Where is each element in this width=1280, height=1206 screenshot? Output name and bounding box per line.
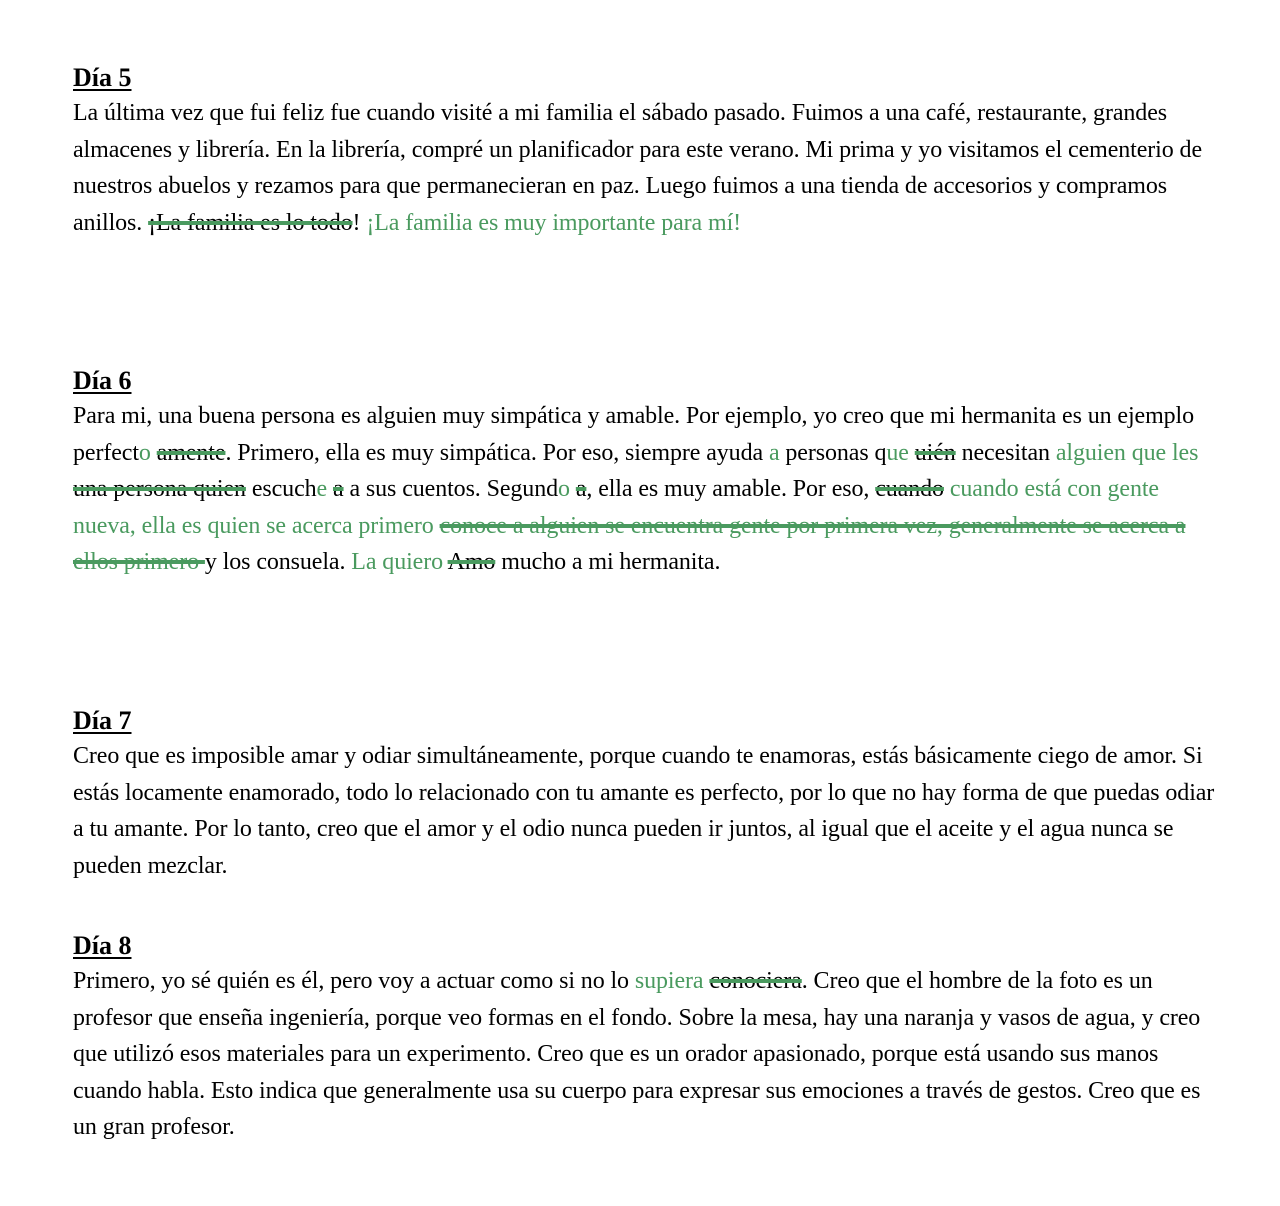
deleted-text: a (333, 476, 344, 503)
deleted-correction: conoce a alguien se encuentra gente por primera vez, generalmente se acerca a ellos primero (73, 512, 1186, 576)
deleted-text: uién (914, 439, 956, 466)
body-text: . Primero, ella es muy simpática. Por eso, siempre ayuda (225, 439, 769, 466)
deleted-text: Amo (447, 549, 496, 576)
body-text: La última vez que fui feliz fue cuando visité a mi familia el sábado pasado. Fuimos a una café, restaurante, grandes almacenes y librería. En la librería, compré un planificador para este verano. Mi prima y yo visitamos el cementerio de nuestros abuelos y rezamos para que permanecieran en paz. Luego fuimos a una tienda de accesorios y compramos anillos. (73, 100, 1202, 236)
entry-dia-8 (73, 929, 1223, 1146)
deleted-text: conociera (709, 968, 802, 994)
entry-dia-6 (73, 364, 1223, 581)
body-text: . Creo que el hombre de la foto es un profesor que enseña ingeniería, porque veo formas en el fondo. Sobre la mesa, hay una naranja y vasos de agua, y creo que utilizó esos materiales para un experimento. Creo que es un orador apasionado, porque está usando sus manos cuando habla. Esto indica que generalmente usa su cuerpo para expresar sus emociones a través de gestos. Creo que es un gran profesor. (73, 968, 1201, 1141)
inserted-correction: alguien que les (1055, 439, 1199, 466)
deleted-text: ¡La familia es lo todo (148, 209, 353, 236)
entry-body (73, 738, 1223, 884)
deleted-text: amente (156, 439, 226, 466)
entry-dia-7 (73, 704, 1223, 884)
body-text: escuch (245, 476, 317, 503)
deleted-text: cuando (875, 476, 944, 503)
body-text: necesitan (955, 439, 1056, 466)
inserted-correction: e (316, 476, 328, 503)
body-text: Primero, yo sé quién es él, pero voy a actuar como si no lo (73, 968, 635, 994)
body-text: a sus cuentos. Segund (343, 476, 559, 503)
deleted-text: una persona quien (73, 476, 246, 503)
inserted-correction: ue (886, 439, 909, 466)
inserted-correction: ¡La familia es muy importante para mí! (366, 209, 742, 236)
entry-title: Día 5 (73, 63, 132, 92)
body-text: Para mi, una buena persona es alguien muy simpática y amable. Por ejemplo, yo creo que mi hermanita es un ejemplo perfect (73, 403, 1195, 466)
body-text: personas q (779, 439, 887, 466)
entry-title: Día 6 (73, 366, 132, 395)
inserted-correction: supiera (634, 968, 704, 994)
entry-body (73, 963, 1223, 1146)
body-text: , ella es muy amable. Por eso, (586, 476, 876, 503)
body-text: y los consuela. (204, 549, 352, 576)
inserted-correction: La quiero (351, 549, 444, 576)
entry-title: Día 7 (73, 706, 132, 735)
deleted-text: a (575, 476, 587, 503)
inserted-correction: cuando está con gente nueva, ella es quien se acerca primero (73, 476, 1159, 539)
body-text: Creo que es imposible amar y odiar simultáneamente, porque cuando te enamoras, estás básicamente ciego de amor. Si estás locamente enamorado, todo lo relacionado con tu amante es perfecto, por lo que no hay forma de que puedas odiar a tu amante. Por lo tanto, creo que el amor y el odio nunca pueden ir juntos, al igual que el aceite y el agua nunca se pueden mezclar. (73, 743, 1215, 879)
entry-body (73, 95, 1223, 241)
body-text: mucho a mi hermanita. (495, 549, 721, 576)
body-text: ! (352, 209, 367, 236)
inserted-correction: o (138, 439, 151, 466)
entry-dia-5 (73, 61, 1223, 241)
entry-title: Día 8 (73, 931, 132, 960)
inserted-correction: a (768, 439, 780, 466)
inserted-correction: o (558, 476, 570, 503)
entry-body (73, 398, 1223, 581)
